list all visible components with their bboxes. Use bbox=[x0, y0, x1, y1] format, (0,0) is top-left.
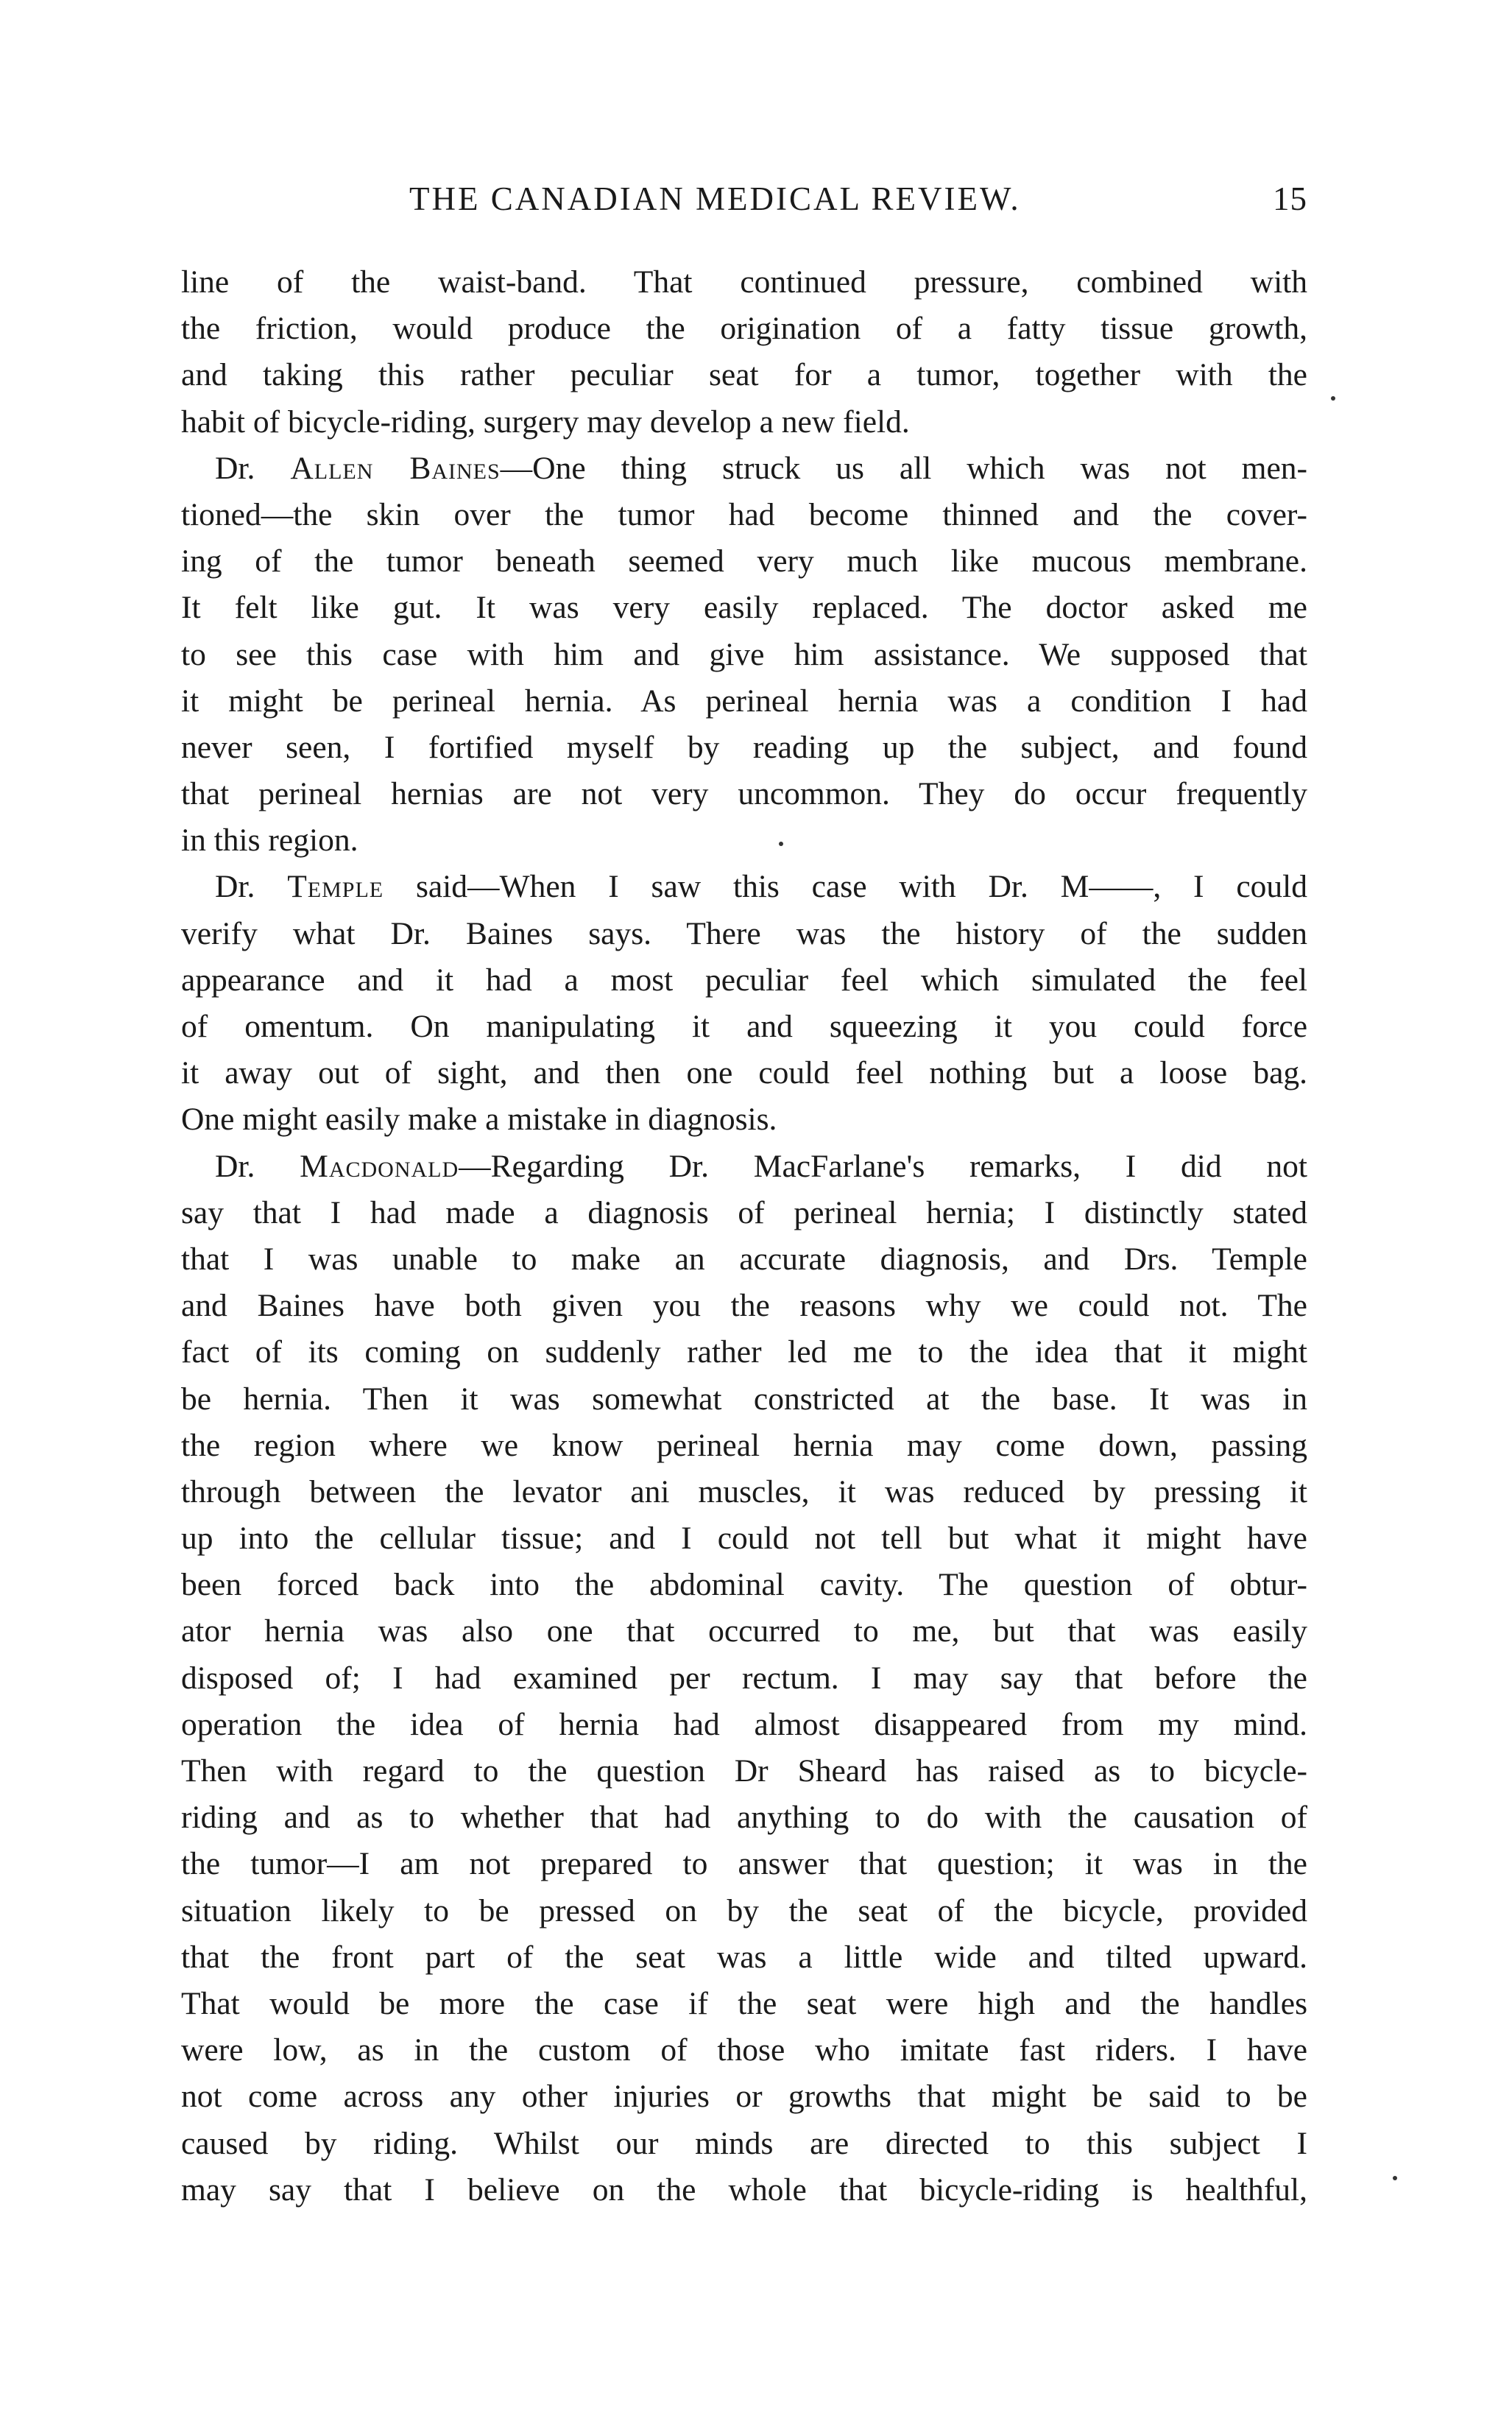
text-line: situation likely to be pressed on by the seat of the bicycle, provided bbox=[181, 1892, 1307, 1928]
text-line: and Baines have both given you the reasons why we could not. The bbox=[181, 1288, 1307, 1324]
text-line: ing of the tumor beneath seemed very much like mucous membrane. bbox=[181, 543, 1307, 580]
speaker-name: Temple bbox=[287, 869, 384, 905]
paragraph-continuation bbox=[181, 259, 1307, 445]
speaker-prefix: Dr. bbox=[215, 450, 255, 486]
text-line: in this region. bbox=[181, 822, 358, 859]
text-line: line of the waist-band. That continued pressure, combined with bbox=[181, 264, 1307, 300]
speaker-remark: —One thing struck us all which was not men- bbox=[500, 450, 1308, 486]
speaker-remark: said—When I saw this case with Dr. M——, I could bbox=[384, 869, 1308, 905]
text-line: That would be more the case if the seat were high and the handles bbox=[181, 1985, 1307, 2021]
text-line bbox=[181, 445, 1307, 492]
text-line: through between the levator ani muscles, it was reduced by pressing it bbox=[181, 1473, 1307, 1510]
scan-speck bbox=[1393, 2176, 1397, 2180]
speaker-prefix: Dr. bbox=[215, 869, 255, 905]
scan-speck bbox=[1331, 396, 1335, 401]
text-line: riding and as to whether that had anything to do with the causation of bbox=[181, 1800, 1307, 1836]
text-line bbox=[181, 1144, 1307, 1190]
text-line: it might be perineal hernia. As perineal hernia was a condition I had bbox=[181, 683, 1307, 719]
text-line: Then with regard to the question Dr Sheard has raised as to bicycle- bbox=[181, 1753, 1307, 1789]
text-line: to see this case with him and give him assistance. We supposed that bbox=[181, 636, 1307, 672]
text-line: the region where we know perineal hernia may come down, passing bbox=[181, 1427, 1307, 1463]
speaker-name: Allen Baines bbox=[290, 450, 501, 486]
text-line: the friction, would produce the origination of a fatty tissue growth, bbox=[181, 311, 1307, 347]
text-line: been forced back into the abdominal cavity. The question of obtur- bbox=[181, 1567, 1307, 1603]
text-line: operation the idea of hernia had almost disappeared from my mind. bbox=[181, 1706, 1307, 1742]
text-line: say that I had made a diagnosis of perineal hernia; I distinctly stated bbox=[181, 1194, 1307, 1230]
scan-speck bbox=[779, 842, 783, 846]
article-body bbox=[181, 259, 1307, 2213]
speaker-remark: —Regarding Dr. MacFarlane's remarks, I did not bbox=[459, 1148, 1307, 1184]
text-line: were low, as in the custom of those who imitate fast riders. I have bbox=[181, 2032, 1307, 2068]
text-line: not come across any other injuries or growths that might be said to be bbox=[181, 2079, 1307, 2115]
text-line: be hernia. Then it was somewhat constricted at the base. It was in bbox=[181, 1381, 1307, 1417]
text-line: verify what Dr. Baines says. There was the history of the sudden bbox=[181, 915, 1307, 951]
paragraph-baines bbox=[181, 445, 1307, 864]
speaker-name: Macdonald bbox=[300, 1148, 459, 1184]
text-line: ator hernia was also one that occurred to me, but that was easily bbox=[181, 1613, 1307, 1649]
text-line: habit of bicycle-riding, surgery may develop a new field. bbox=[181, 404, 910, 440]
text-line: One might easily make a mistake in diagnosis. bbox=[181, 1102, 777, 1138]
paragraph-macdonald bbox=[181, 1144, 1307, 2213]
text-line: disposed of; I had examined per rectum. I may say that before the bbox=[181, 1660, 1307, 1696]
text-line bbox=[181, 864, 1307, 910]
text-line: that the front part of the seat was a little wide and tilted upward. bbox=[181, 1939, 1307, 1975]
text-line: that I was unable to make an accurate diagnosis, and Drs. Temple bbox=[181, 1241, 1307, 1277]
text-line: caused by riding. Whilst our minds are directed to this subject I bbox=[181, 2125, 1307, 2161]
text-line: tioned—the skin over the tumor had become thinned and the cover- bbox=[181, 496, 1307, 532]
text-line: of omentum. On manipulating it and squeezing it you could force bbox=[181, 1009, 1307, 1044]
text-line: up into the cellular tissue; and I could not tell but what it might have bbox=[181, 1521, 1307, 1557]
text-line: it away out of sight, and then one could feel nothing but a loose bag. bbox=[181, 1055, 1307, 1091]
text-line: never seen, I fortified myself by reading up the subject, and found bbox=[181, 729, 1307, 765]
running-head bbox=[181, 177, 1307, 221]
text-line: may say that I believe on the whole that bicycle-riding is healthful, bbox=[181, 2171, 1307, 2208]
text-line: appearance and it had a most peculiar feel which simulated the feel bbox=[181, 962, 1307, 998]
text-line: and taking this rather peculiar seat for a tumor, together with the bbox=[181, 357, 1307, 393]
speaker-prefix: Dr. bbox=[215, 1148, 255, 1184]
text-line: that perineal hernias are not very uncommon. They do occur frequently bbox=[181, 776, 1307, 812]
page-number: 15 bbox=[1273, 180, 1307, 217]
text-line: It felt like gut. It was very easily replaced. The doctor asked me bbox=[181, 590, 1307, 626]
paragraph-temple bbox=[181, 864, 1307, 1143]
text-line: the tumor—I am not prepared to answer that question; it was in the bbox=[181, 1846, 1307, 1882]
journal-title: THE CANADIAN MEDICAL REVIEW. bbox=[409, 180, 1021, 217]
text-line: fact of its coming on suddenly rather led me to the idea that it might bbox=[181, 1334, 1307, 1370]
